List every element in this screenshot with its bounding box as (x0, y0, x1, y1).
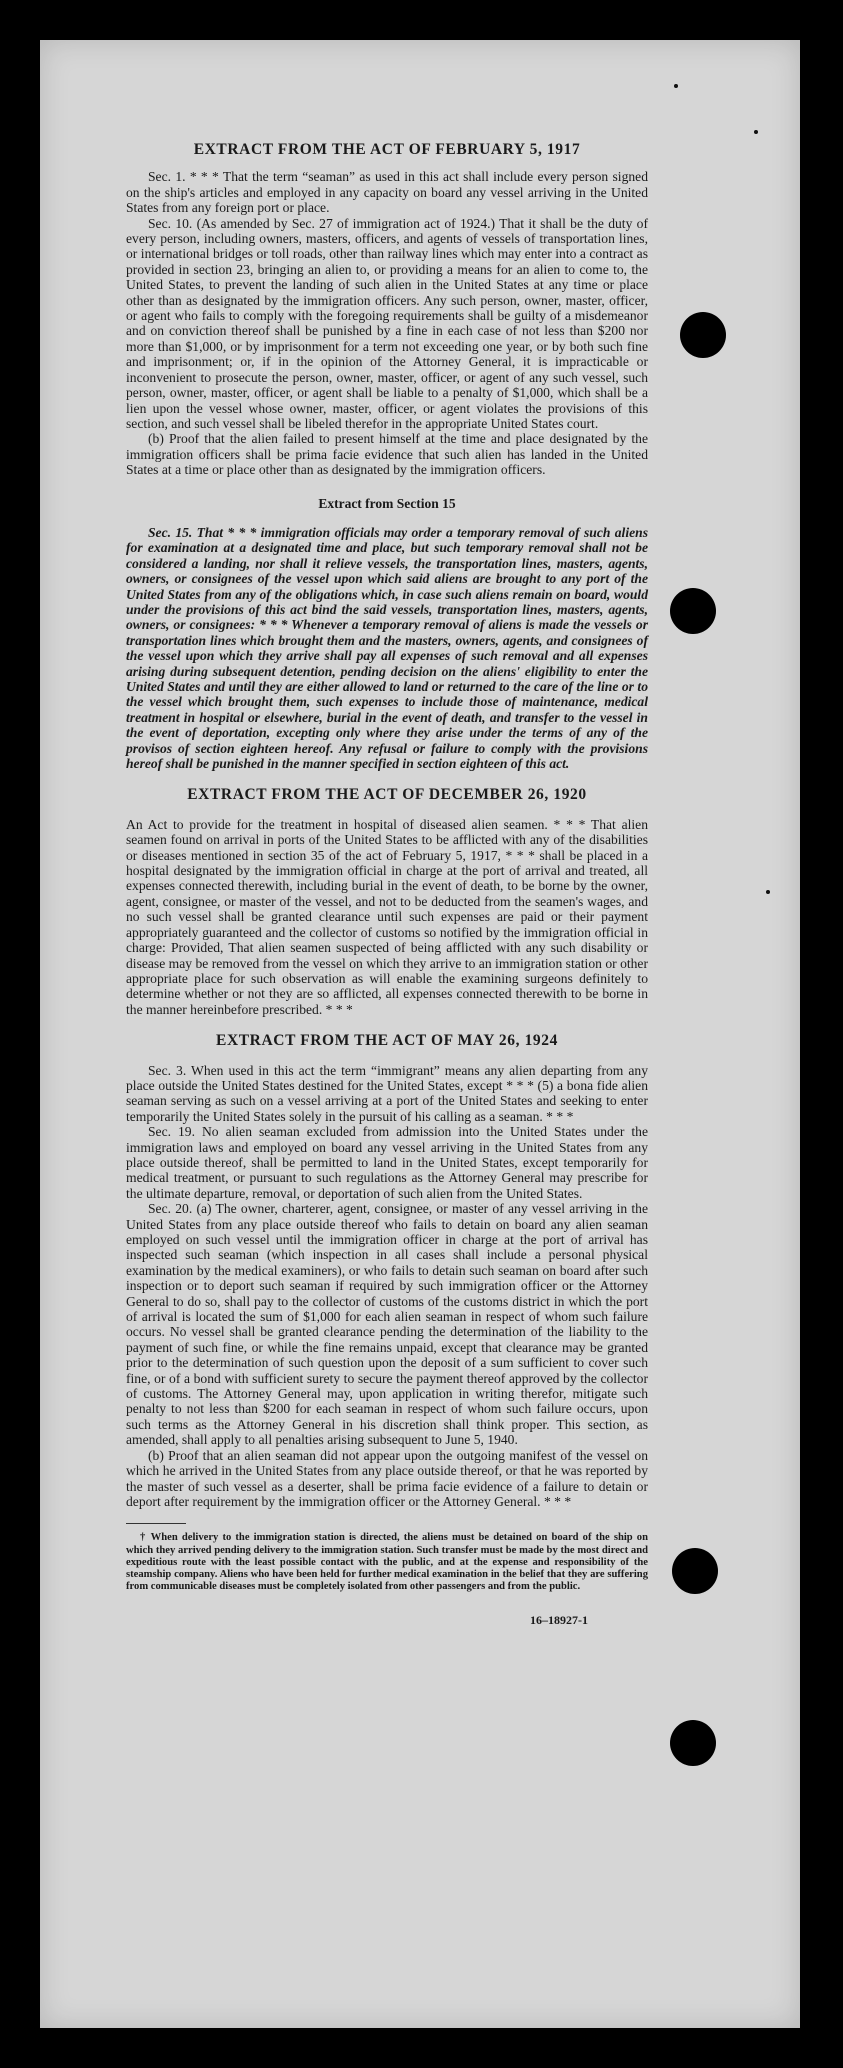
heading-section-15: Extract from Section 15 (318, 495, 456, 511)
footnote: † When delivery to the immigration station is directed, the aliens must be detained on board of the ship on which they arrived pending delivery to the immigration station. Such transfer must be made by the most direct and expeditious route with the least possible contact with the public, and at the expense and responsibility of the steamship company. Aliens who have been held for further medical examination in the belief that they are suffering from communicable diseases must be completely isolated from other passengers and from the public. (126, 1532, 648, 1593)
scan-speck (674, 84, 678, 88)
print-code: 16–18927-1 (530, 1613, 588, 1628)
paragraph-1924-sec-19: Sec. 19. No alien seaman excluded from admission into the United States under the immigration laws and employed on board any vessel arriving in the United States from any place outside thereof, shall be permitted to land in the United States, except temporarily for medical treatment, or pursuant to such regulations as the Attorney General may prescribe for the ultimate departure, removal, or deportation of such alien from the United States. (126, 1124, 648, 1201)
heading-act-1924: EXTRACT FROM THE ACT OF MAY 26, 1924 (216, 1032, 558, 1050)
heading-act-1917: EXTRACT FROM THE ACT OF FEBRUARY 5, 1917 (193, 141, 581, 158)
paragraph-sec-15: Sec. 15. That * * * immigration officials may order a temporary removal of such aliens for examination at a designated time and place, but such temporary removal shall not be considered a landing, nor shall it relieve vessels, the transportation lines, masters, agents, owners, or consignees of the vessel upon which said aliens are brought to any port of the United States from any of the obligations which, in case such aliens remain on board, would under the provisions of this act bind the said vessels, transportation lines, masters, agents, owners, or consignees: * * * Whenever a temporary removal of aliens is made the vessels or transportation lines which brought them and the masters, owners, agents, and consignees of the vessel upon which they arrive shall pay all expenses of such removal and all expenses arising during subsequent detention, pending decision on the aliens' eligibility to enter the United States and until they are either allowed to land or returned to the care of the line or to the vessel which brought them, such expenses to include those of maintenance, medical treatment in hospital or elsewhere, burial in the event of death, and transfer to the vessel in the event of deportation, excepting only where they arise under the terms of any of the provisos of section eighteen hereof. Any refusal or failure to comply with the provisions hereof shall be punished in the manner specified in section eighteen of this act. (126, 524, 648, 772)
punch-hole (670, 588, 716, 634)
footnote-divider (126, 1523, 186, 1524)
paragraph-act-1920: An Act to provide for the treatment in hospital of diseased alien seamen. * * * That alien seamen found on arrival in ports of the United States to be afflicted with any of the disabilities or diseases mentioned in section 35 of the act of February 5, 1917, * * * shall be placed in a hospital designated by the immigration official in charge at the port of arrival and treated, all expenses connected therewith, including burial in the event of death, to be borne by the owner, agent, consignee, or master of the vessel, and not to be deducted from the seamen's wages, and no such vessel shall be granted clearance until such expenses are paid or their payment appropriately guaranteed and the collector of customs so notified by the immigration official in charge: Provided, That alien seamen suspected of being afflicted with any such disability or disease may be removed from the vessel on which they arrive to an immigration station or other appropriate place for such observation as will enable the examining surgeons definitely to determine whether or not they are so afflicted, all expenses connected therewith to be borne in the manner hereinbefore prescribed. * * * (126, 816, 648, 1017)
paragraph-sec-1: Sec. 1. * * * That the term “seaman” as used in this act shall include every person signed on the ship's articles and employed in any capacity on board any vessel arriving in the United States from any foreign port or place. (126, 169, 648, 216)
punch-hole (680, 312, 726, 358)
scan-speck (754, 130, 758, 134)
punch-hole (672, 1548, 718, 1594)
paragraph-1924-b: (b) Proof that an alien seaman did not appear upon the outgoing manifest of the vessel on which he arrived in the United States from any place outside thereof, or that he was reported by the master of such vessel as a deserter, shall be prima facie evidence of a failure to detain or deport after requirement by the immigration officer or the Attorney General. * * * (126, 1447, 648, 1509)
scan-speck (766, 890, 770, 894)
document-text (126, 142, 648, 1629)
paragraph-1924-sec-20: Sec. 20. (a) The owner, charterer, agent, consignee, or master of any vessel arriving in the United States from any place outside thereof who fails to detain on board any alien seaman employed on such vessel until the immigration officer in charge at the port of arrival has inspected such seaman (which inspection in all cases shall include a personal physical examination by the medical examiners), or who fails to detain such seaman on board after such inspection or to deport such seaman if required by such immigration officer or the Attorney General to do so, shall pay to the collector of customs of the customs district in which the port of arrival is located the sum of $1,000 for each alien seaman in respect of whom such failure occurs. No vessel shall be granted clearance pending the determination of the liability to the payment of such fine, or while the fine remains unpaid, except that clearance may be granted prior to the determination of such question upon the deposit of a sum sufficient to cover such fine, or of a bond with sufficient surety to secure the payment thereof approved by the collector of customs. The Attorney General may, upon application in writing therefor, mitigate such penalty to not less than $200 for each seaman in respect of whom such failure occurs, upon such terms as the Attorney General in his discretion shall think proper. This section, as amended, shall apply to all penalties arising subsequent to June 5, 1940. (126, 1201, 648, 1448)
heading-act-1920: EXTRACT FROM THE ACT OF DECEMBER 26, 1920 (187, 786, 587, 804)
punch-hole (670, 1720, 716, 1766)
paragraph-sec-10: Sec. 10. (As amended by Sec. 27 of immigration act of 1924.) That it shall be the duty of every person, including owners, masters, officers, and agents of vessels of transportation lines, or international bridges or toll roads, other than railway lines which may enter into a contract as provided in section 23, bringing an alien to, or providing a means for an alien to come to, the United States, to prevent the landing of such alien in the United States at any time or place other than as designated by the immigration officers. Any such person, owner, master, officer, or agent who fails to comply with the foregoing requirements shall be guilty of a misdemeanor and on conviction thereof shall be punished by a fine in each case of not less than $200 nor more than $1,000, or by imprisonment for a term not exceeding one year, or by both such fine and imprisonment; or, if in the opinion of the Attorney General, it is impracticable or inconvenient to prosecute the person, owner, master, officer, or agent of any such vessel, such person, owner, master, officer, or agent shall be liable to a penalty of $1,000, which shall be a lien upon the vessel whose owner, master, officer, or agent violates the provisions of this section, and such vessel shall be libeled therefor in the appropriate United States court. (126, 215, 648, 431)
paragraph-1917-b: (b) Proof that the alien failed to present himself at the time and place designated by the immigration officers shall be prima facie evidence that such alien has landed in the United States at a time or place other than as designated by the immigration officers. (126, 431, 648, 478)
paragraph-1924-sec-3: Sec. 3. When used in this act the term “immigrant” means any alien departing from any place outside the United States destined for the United States, except * * * (5) a bona fide alien seaman serving as such on a vessel arriving at a port of the United States and seeking to enter temporarily the United States solely in the pursuit of his calling as a seaman. * * * (126, 1062, 648, 1124)
